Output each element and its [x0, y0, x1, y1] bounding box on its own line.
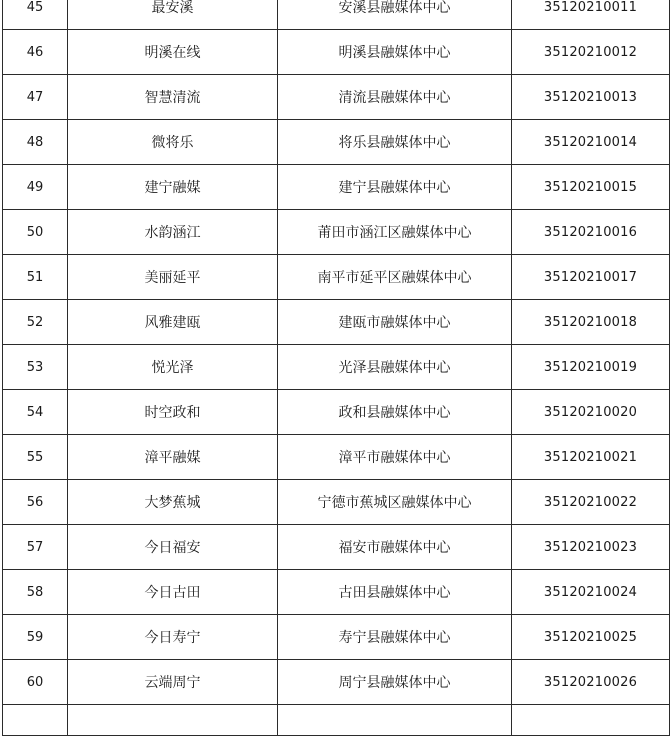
account-name: 水韵涵江 — [68, 210, 278, 255]
account-name: 最安溪 — [68, 0, 278, 30]
media-center-empty — [278, 705, 512, 736]
table-row — [3, 525, 670, 570]
registry-code-empty — [512, 705, 670, 736]
registry-table-body — [3, 0, 670, 736]
media-center: 建宁县融媒体中心 — [278, 165, 512, 210]
media-center: 宁德市蕉城区融媒体中心 — [278, 480, 512, 525]
row-index: 55 — [3, 435, 68, 480]
row-index: 54 — [3, 390, 68, 435]
account-name: 时空政和 — [68, 390, 278, 435]
table-row — [3, 120, 670, 165]
row-index: 58 — [3, 570, 68, 615]
registry-code: 35120210023 — [512, 525, 670, 570]
row-index: 56 — [3, 480, 68, 525]
row-index: 50 — [3, 210, 68, 255]
row-index: 52 — [3, 300, 68, 345]
account-name: 美丽延平 — [68, 255, 278, 300]
media-center: 将乐县融媒体中心 — [278, 120, 512, 165]
media-center: 古田县融媒体中心 — [278, 570, 512, 615]
account-name-empty — [68, 705, 278, 736]
media-center: 南平市延平区融媒体中心 — [278, 255, 512, 300]
table-row — [3, 75, 670, 120]
registry-code: 35120210020 — [512, 390, 670, 435]
media-center: 福安市融媒体中心 — [278, 525, 512, 570]
row-index-empty — [3, 705, 68, 736]
media-center: 政和县融媒体中心 — [278, 390, 512, 435]
table-row-partial — [3, 705, 670, 736]
row-index: 57 — [3, 525, 68, 570]
registry-code: 35120210026 — [512, 660, 670, 705]
media-center: 清流县融媒体中心 — [278, 75, 512, 120]
row-index: 49 — [3, 165, 68, 210]
registry-code: 35120210019 — [512, 345, 670, 390]
table-row — [3, 660, 670, 705]
account-name: 风雅建瓯 — [68, 300, 278, 345]
account-name: 今日福安 — [68, 525, 278, 570]
row-index: 46 — [3, 30, 68, 75]
media-center: 寿宁县融媒体中心 — [278, 615, 512, 660]
row-index: 60 — [3, 660, 68, 705]
account-name: 漳平融媒 — [68, 435, 278, 480]
registry-code: 35120210011 — [512, 0, 670, 30]
account-name: 智慧清流 — [68, 75, 278, 120]
table-row — [3, 30, 670, 75]
registry-table — [2, 0, 670, 736]
table-row — [3, 0, 670, 30]
registry-code: 35120210018 — [512, 300, 670, 345]
table-row — [3, 300, 670, 345]
registry-code: 35120210022 — [512, 480, 670, 525]
table-row — [3, 165, 670, 210]
registry-code: 35120210012 — [512, 30, 670, 75]
row-index: 53 — [3, 345, 68, 390]
account-name: 微将乐 — [68, 120, 278, 165]
row-index: 45 — [3, 0, 68, 30]
media-center: 漳平市融媒体中心 — [278, 435, 512, 480]
registry-code: 35120210017 — [512, 255, 670, 300]
account-name: 今日古田 — [68, 570, 278, 615]
table-row — [3, 390, 670, 435]
account-name: 云端周宁 — [68, 660, 278, 705]
registry-code: 35120210013 — [512, 75, 670, 120]
table-row — [3, 255, 670, 300]
account-name: 建宁融媒 — [68, 165, 278, 210]
account-name: 明溪在线 — [68, 30, 278, 75]
media-center: 安溪县融媒体中心 — [278, 0, 512, 30]
table-row — [3, 615, 670, 660]
registry-code: 35120210016 — [512, 210, 670, 255]
account-name: 今日寿宁 — [68, 615, 278, 660]
media-center: 光泽县融媒体中心 — [278, 345, 512, 390]
row-index: 48 — [3, 120, 68, 165]
table-row — [3, 345, 670, 390]
table-row — [3, 480, 670, 525]
media-center: 明溪县融媒体中心 — [278, 30, 512, 75]
row-index: 59 — [3, 615, 68, 660]
registry-code: 35120210021 — [512, 435, 670, 480]
media-center: 建瓯市融媒体中心 — [278, 300, 512, 345]
media-center: 周宁县融媒体中心 — [278, 660, 512, 705]
registry-code: 35120210025 — [512, 615, 670, 660]
registry-code: 35120210014 — [512, 120, 670, 165]
table-row — [3, 210, 670, 255]
media-center: 莆田市涵江区融媒体中心 — [278, 210, 512, 255]
account-name: 悦光泽 — [68, 345, 278, 390]
row-index: 47 — [3, 75, 68, 120]
registry-code: 35120210015 — [512, 165, 670, 210]
table-row — [3, 570, 670, 615]
table-row — [3, 435, 670, 480]
row-index: 51 — [3, 255, 68, 300]
registry-code: 35120210024 — [512, 570, 670, 615]
account-name: 大梦蕉城 — [68, 480, 278, 525]
